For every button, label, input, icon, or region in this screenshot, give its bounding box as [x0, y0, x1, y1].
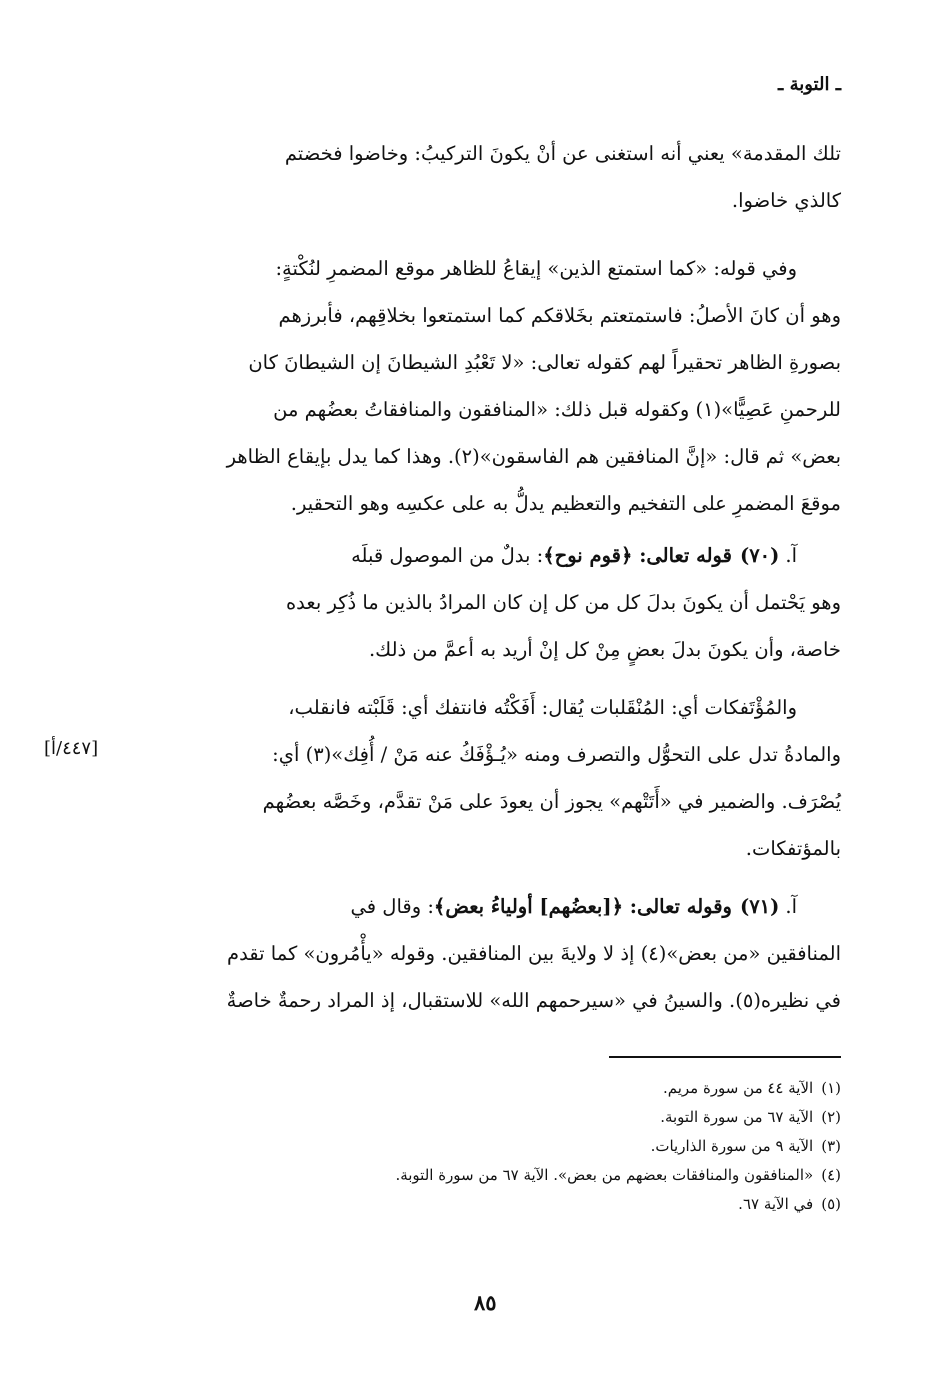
- text-line: موقعَ المضمرِ على التفخيم والتعظيم يدلُّ به على عكسِه وهو التحقير.: [290, 492, 841, 515]
- text-line: يُصْرَف. والضمير في «أَتَتْهم» يجوز أن يعودَ على مَنْ تقدَّم، وخَصَّه بعضُهم: [262, 790, 841, 813]
- text-line: تلك المقدمة» يعني أنه استغنى عن أنْ يكونَ التركيبُ: وخاضوا فخضتم: [284, 142, 841, 165]
- text-line: وفي قوله: «كما استمتع الذين» إيقاعُ للظاهر موقع المضمرِ لنُكْتةٍ:: [275, 257, 797, 280]
- text-line: بصورةِ الظاهر تحقيراً لهم كقوله تعالى: «لا تَعْبُدِ الشيطانَ إن الشيطانَ كان: [248, 351, 841, 374]
- footnote: [106, 1190, 841, 1219]
- paragraph-1: [106, 130, 841, 224]
- text-line: في نظيره(٥). والسينُ في «سيرحمهم الله» للاستقبال، إذ المراد رحمةٌ خاصةٌ: [226, 989, 841, 1012]
- verse-70-commentary: [106, 532, 841, 673]
- footnote: [106, 1132, 841, 1161]
- text-run: : بدلٌ من الموصول قبلَه: [351, 544, 544, 567]
- verse-71-commentary: [106, 883, 841, 1024]
- footnote: [106, 1103, 841, 1132]
- text-line: بعض» ثم قال: «إنَّ المنافقين هم الفاسقون»(٢). وهذا كما يدل بإيقاع الظاهر: [226, 445, 841, 468]
- footnote-text: الآية ٦٧ من سورة التوبة.: [660, 1108, 814, 1126]
- footnote-number: (٤): [821, 1166, 841, 1184]
- text-line: [106, 883, 841, 930]
- page-number: ٨٥: [474, 1290, 497, 1315]
- footnote-number: (٢): [821, 1108, 841, 1126]
- verse-number: (٧٠): [739, 544, 780, 567]
- verse-heading: قوله تعالى: ﴿قوم نوح﴾: [543, 544, 732, 567]
- footnote-number: (٣): [821, 1137, 841, 1155]
- verse-number: (٧١): [739, 895, 780, 918]
- paragraph-2: [106, 245, 841, 527]
- footnote: [106, 1161, 841, 1190]
- text-line: كالذي خاضوا.: [731, 189, 841, 212]
- paragraph-mutafikat: [106, 684, 841, 872]
- text-line: وهو أن كانَ الأصلُ: فاستمتعتم بخَلاقكم كما استمتعوا بخلاقِهم، فأبرزهم: [278, 304, 841, 327]
- verse-marker: آ.: [785, 544, 797, 567]
- footnote-text: في الآية ٦٧.: [738, 1195, 814, 1213]
- text-line: وهو يَحْتمل أن يكونَ بدلَ كل من كل إن كان المرادُ بالذين ما ذُكِر بعده: [285, 591, 841, 614]
- footnote-number: (١): [821, 1079, 841, 1097]
- footnote-divider: [609, 1056, 841, 1058]
- footnote-number: (٥): [821, 1195, 841, 1213]
- text-line: خاصة، وأن يكونَ بدلَ بعضٍ مِنْ كل إنْ أريد به أعمَّ من ذلك.: [368, 638, 841, 661]
- text-run: : وقال في: [350, 895, 434, 918]
- manuscript-folio-note: [٤٤٧/أ]: [44, 738, 99, 759]
- verse-marker: آ.: [785, 895, 797, 918]
- footnote-text: الآية ٤٤ من سورة مريم.: [662, 1079, 814, 1097]
- text-line: [106, 532, 841, 579]
- verse-heading: وقوله تعالى: ﴿[بعضُهم] أولياءُ بعض﴾: [433, 895, 732, 918]
- text-line: للرحمنِ عَصِيًّا»(١) وكقوله قبل ذلك: «المنافقون والمنافقاتُ بعضُهم من: [273, 398, 841, 421]
- footnote-text: الآية ٩ من سورة الذاريات.: [650, 1137, 814, 1155]
- footnote: [106, 1074, 841, 1103]
- text-line: والمادةُ تدل على التحوُّل والتصرف ومنه «يُـؤْفَكُ عنه مَنْ / أُفِك»(٣) أي:: [272, 743, 841, 766]
- text-line: المنافقين «من بعض»(٤) إذ لا ولايةَ بين المنافقين. وقوله «يأْمُرون» كما تقدم: [227, 942, 841, 965]
- running-head: ـ التوبة ـ: [778, 74, 841, 95]
- text-line: بالمؤتفكات.: [745, 837, 841, 860]
- text-line: والمُؤْتَفكات أي: المُنْقَلبات يُقال: أَفَكْتُه فانتفك أي: قَلَبْته فانقلب،: [288, 696, 797, 719]
- footnote-text: «المنافقون والمنافقات بعضهم من بعض». الآية ٦٧ من سورة التوبة.: [395, 1166, 814, 1184]
- footnotes: [106, 1074, 841, 1219]
